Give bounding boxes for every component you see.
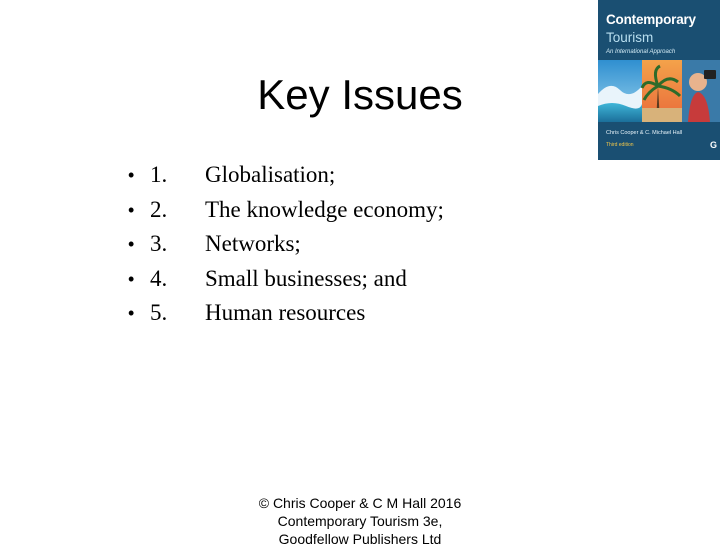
bullet-text: Globalisation;	[205, 162, 336, 187]
bullet-marker: •	[128, 199, 135, 220]
bullet-number: 3.	[150, 231, 168, 256]
bullet-marker: •	[128, 165, 135, 185]
cover-edition: Third edition	[606, 142, 634, 148]
cover-title-line2: Tourism	[606, 30, 654, 45]
cover-photo-collage	[598, 60, 720, 122]
bullet-marker: •	[128, 268, 135, 289]
bullet-text: Small businesses; and	[205, 265, 407, 291]
footer-line-copyright: © Chris Cooper & C M Hall 2016	[258, 495, 462, 511]
bullet-text: Networks;	[205, 231, 301, 256]
bullet-number: 1.	[150, 162, 168, 187]
book-cover-image	[598, 0, 720, 160]
publisher-logo: G	[709, 140, 717, 150]
bullet-number: 5.	[150, 300, 168, 325]
bullet-number: 2.	[150, 196, 168, 222]
bullet-marker: •	[128, 234, 135, 254]
cover-title-line1: Contemporary	[606, 12, 696, 27]
bullet-text: Human resources	[205, 300, 366, 325]
bullet-number: 4.	[150, 265, 168, 291]
cover-authors: Chris Cooper & C. Michael Hall	[606, 130, 683, 136]
cover-subtitle: An International Approach	[606, 49, 676, 55]
bullet-text: The knowledge economy;	[205, 196, 444, 222]
slide-title: Key Issues	[257, 71, 463, 118]
bullet-marker: •	[128, 303, 135, 323]
footer-line-publisher: Goodfellow Publishers Ltd	[278, 531, 442, 547]
footer-line-book: Contemporary Tourism 3e,	[277, 513, 443, 529]
